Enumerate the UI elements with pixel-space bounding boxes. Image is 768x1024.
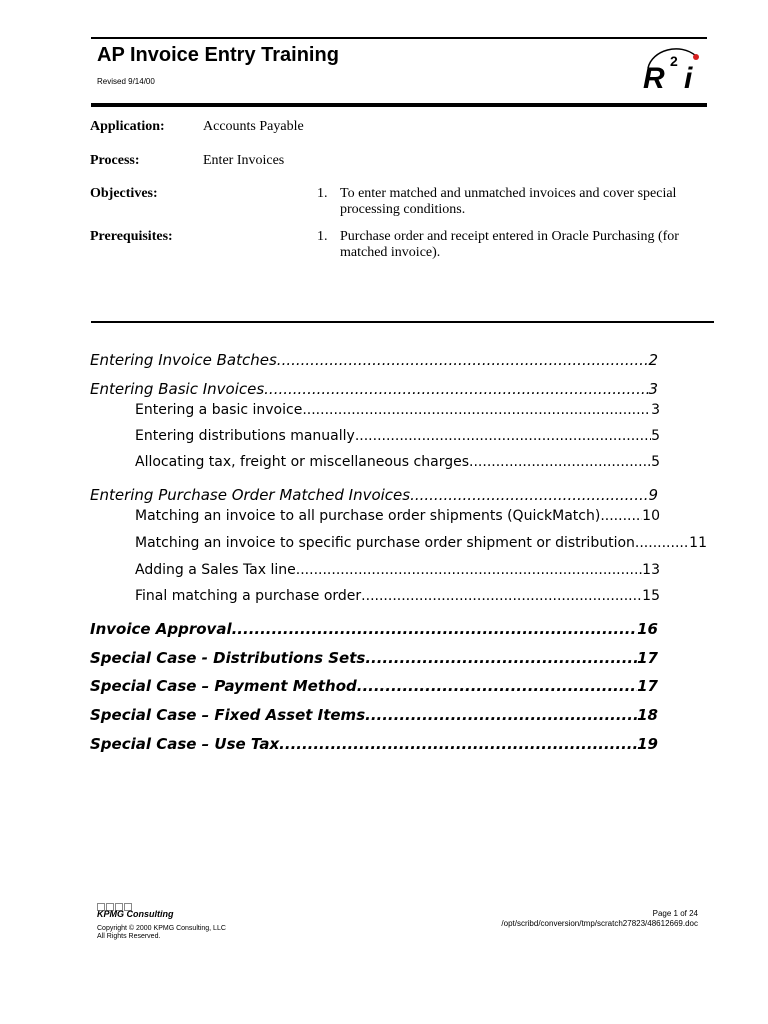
toc-entry-page: 9 [648, 486, 658, 504]
toc-entry-page: 17 [637, 677, 658, 695]
header-bottom-rule [91, 103, 707, 107]
toc-entry-invoice-approval[interactable] [90, 620, 658, 638]
toc-entry-sales-tax-line[interactable] [135, 562, 660, 578]
toc-entry-page: 5 [651, 454, 660, 470]
toc-entry-page: 3 [648, 380, 658, 398]
toc-entry-title: Special Case – Fixed Asset Items [90, 706, 366, 724]
application-label: Application: [90, 119, 165, 134]
toc-entry-title: Entering Invoice Batches [90, 351, 277, 369]
toc-leader [410, 486, 648, 504]
toc-entry-title: Allocating tax, freight or miscellaneous charges [135, 454, 470, 470]
toc-leader [355, 428, 651, 444]
toc-entry-page: 18 [637, 706, 658, 724]
footer-file-path: /opt/scribd/conversion/tmp/scratch27823/48612669.doc [501, 919, 698, 928]
toc-leader [600, 508, 642, 524]
toc-entry-title: Matching an invoice to specific purchase order shipment or distribution. [135, 535, 640, 551]
toc-leader [296, 562, 642, 578]
toc-entry-page: 5 [651, 428, 660, 444]
toc-entry-quickmatch[interactable] [135, 508, 660, 524]
document-title: AP Invoice Entry Training [97, 44, 339, 66]
toc-entry-page: 11 [689, 535, 707, 551]
toc-entry-title: Adding a Sales Tax line [135, 562, 296, 578]
toc-leader [469, 454, 651, 470]
prerequisites-label: Prerequisites: [90, 229, 173, 244]
toc-entry-title: Entering Purchase Order Matched Invoices [90, 486, 411, 504]
toc-entry-page: 19 [637, 735, 658, 753]
toc-entry-payment-method[interactable] [90, 677, 658, 695]
toc-leader [639, 535, 689, 551]
footer-company: KPMG Consulting [97, 909, 174, 919]
r2i-logo [640, 42, 704, 94]
toc-entry-title: Special Case – Use Tax [90, 735, 280, 753]
toc-entry-title: Special Case – Payment Method [90, 677, 357, 695]
toc-entry-title: Entering Basic Invoices [90, 380, 265, 398]
toc-leader [277, 351, 649, 369]
objectives-number: 1. [317, 186, 328, 201]
toc-leader [361, 588, 642, 604]
toc-leader [357, 677, 637, 695]
toc-entry-title: Special Case - Distributions Sets [90, 649, 366, 667]
toc-leader [302, 402, 651, 418]
toc-entry-title: Invoice Approval [90, 620, 232, 638]
toc-leader [279, 735, 637, 753]
application-value: Accounts Payable [203, 119, 304, 134]
prerequisites-number: 1. [317, 229, 328, 244]
logo-r: R [643, 62, 665, 94]
section-divider [91, 321, 714, 323]
footer-copyright: Copyright © 2000 KPMG Consulting, LLC [97, 925, 226, 932]
objectives-text: To enter matched and unmatched invoices and cover special processing conditions. [340, 186, 677, 217]
toc-entry-page: 3 [651, 402, 660, 418]
footer-page-number: Page 1 of 24 [652, 909, 698, 918]
toc-entry-title: Entering a basic invoice [135, 402, 303, 418]
toc-entry-page: 2 [648, 351, 658, 369]
process-label: Process: [90, 153, 140, 168]
header-top-rule [91, 37, 707, 39]
toc-entry-distributions-manually[interactable] [135, 428, 660, 444]
logo-i: i [684, 62, 693, 94]
toc-entry-title: Matching an invoice to all purchase order shipments (QuickMatch) [135, 508, 601, 524]
prerequisites-text: Purchase order and receipt entered in Oracle Purchasing (for matched invoice). [340, 229, 679, 260]
toc-leader [264, 380, 648, 398]
logo-sup: 2 [670, 53, 678, 69]
objectives-label: Objectives: [90, 186, 158, 201]
toc-leader [232, 620, 638, 638]
toc-leader [365, 649, 637, 667]
toc-entry-page: 16 [637, 620, 658, 638]
toc-entry-title: Final matching a purchase order [135, 588, 362, 604]
toc-entry-po-matched-invoices[interactable] [90, 486, 658, 504]
toc-entry-page: 15 [642, 588, 660, 604]
toc-entry-basic-invoices[interactable] [90, 380, 658, 398]
toc-entry-allocating-tax[interactable] [135, 454, 660, 470]
toc-entry-specific-shipment[interactable] [135, 535, 707, 551]
toc-entry-fixed-asset-items[interactable] [90, 706, 658, 724]
revised-date: Revised 9/14/00 [97, 77, 155, 86]
toc-entry-page: 10 [642, 508, 660, 524]
toc-entry-entering-basic-invoice[interactable] [135, 402, 660, 418]
toc-entry-invoice-batches[interactable] [90, 351, 658, 369]
toc-entry-title: Entering distributions manually [135, 428, 355, 444]
toc-entry-use-tax[interactable] [90, 735, 658, 753]
toc-entry-final-matching[interactable] [135, 588, 660, 604]
toc-entry-distribution-sets[interactable] [90, 649, 658, 667]
toc-entry-page: 17 [637, 649, 658, 667]
toc-leader [365, 706, 637, 724]
toc-entry-page: 13 [642, 562, 660, 578]
process-value: Enter Invoices [203, 153, 285, 168]
footer-rights: All Rights Reserved. [97, 933, 161, 940]
